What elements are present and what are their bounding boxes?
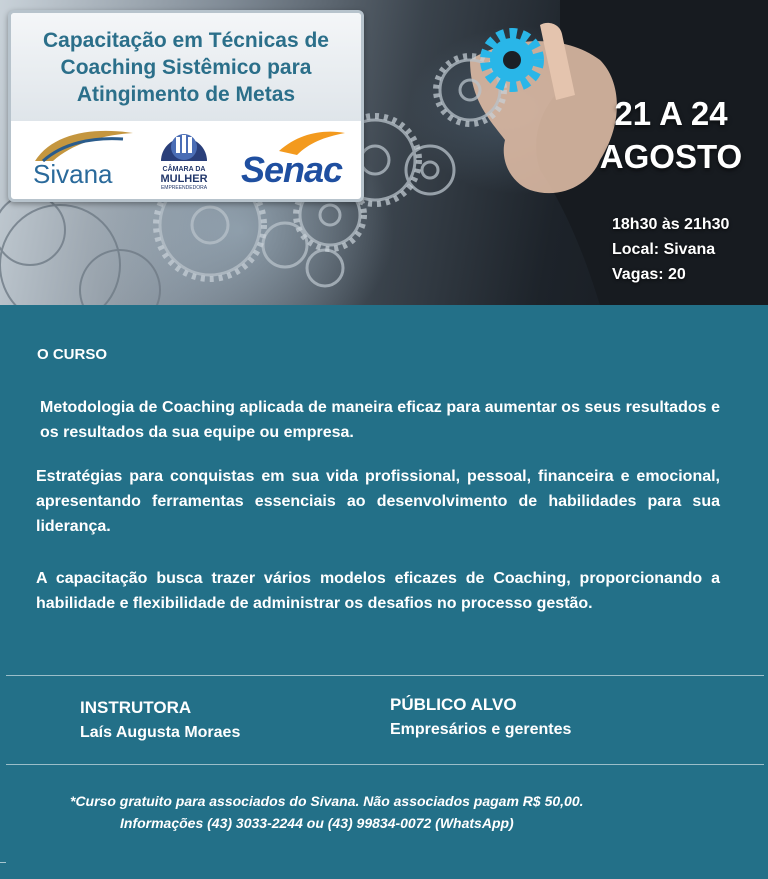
course-paragraph-3: A capacitação busca trazer vários modelos eficazes de Coaching, proporcionando a habilidade e flexibilidade de administrar os desafios no processo gestão. xyxy=(36,570,720,612)
logos-row xyxy=(11,121,361,199)
event-location: Local: Sivana xyxy=(612,241,716,258)
sivana-logo: Sivana xyxy=(23,125,151,195)
instructor-name: Laís Augusta Moraes xyxy=(80,724,241,741)
camara-mulher-logo: CÂMARA DA MULHER EMPREENDEDORA xyxy=(149,123,219,197)
event-info xyxy=(612,212,729,287)
event-time: 18h30 às 21h30 xyxy=(612,216,730,233)
footer-note: *Curso gratuito para associados do Sivana. Não associados pagam R$ 50,00. xyxy=(70,793,584,809)
date-range: 21 A 24 xyxy=(614,95,728,132)
instructor-label: INSTRUTORA xyxy=(80,698,192,717)
divider-top xyxy=(6,675,764,676)
footer-contact: Informações (43) 3033-2244 ou (43) 99834-0072 (WhatsApp) xyxy=(120,815,514,831)
event-seats: Vagas: 20 xyxy=(612,266,686,283)
event-dates xyxy=(590,92,752,178)
audience-value: Empresários e gerentes xyxy=(390,721,572,738)
header-banner xyxy=(0,0,768,305)
course-title: Capacitação em Técnicas de Coaching Sistêmico para Atingimento de Metas xyxy=(43,28,329,106)
course-heading: O CURSO xyxy=(37,346,108,363)
audience-label: PÚBLICO ALVO xyxy=(390,695,517,714)
divider-bottom xyxy=(6,764,764,765)
title-box xyxy=(11,13,361,121)
senac-logo: Senac xyxy=(239,127,351,195)
title-card xyxy=(8,10,364,202)
course-paragraph-2: Estratégias para conquistas em sua vida profissional, pessoal, financeira e emocional, apresentando ferramentas essenciais ao desenvolvimento de habilidades para sua liderança. xyxy=(36,468,720,535)
date-month: AGOSTO xyxy=(599,138,743,175)
corner-mark xyxy=(0,862,6,863)
course-paragraph-1: Metodologia de Coaching aplicada de maneira eficaz para aumentar os seus resultados e os resultados da sua equipe ou empresa. xyxy=(40,399,720,441)
